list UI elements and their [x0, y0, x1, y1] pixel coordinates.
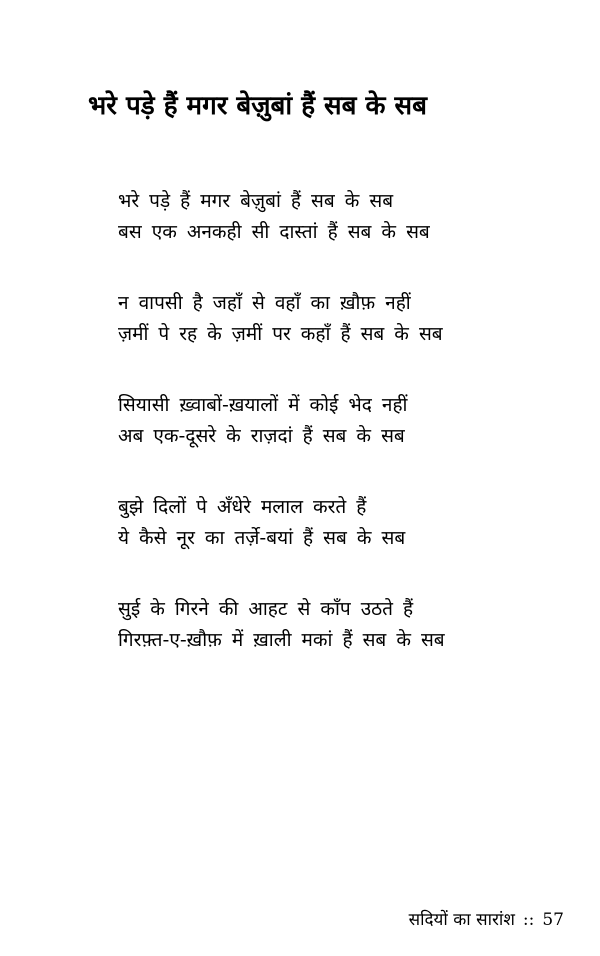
poem-line: अब एक-दूसरे के राज़दां हैं सब के सब [118, 425, 405, 447]
stanza-3 [118, 390, 478, 452]
book-title: सदियों का सारांश [408, 910, 515, 930]
poem-line: बस एक अनकही सी दास्तां हैं सब के सब [118, 221, 430, 243]
poem-line: ज़मीं पे रह के ज़मीं पर कहाँ हैं सब के सब [118, 323, 443, 345]
page-footer [409, 908, 564, 932]
page-number: 57 [542, 910, 564, 930]
poem-line: सियासी ख़्वाबों-ख़यालों में कोई भेद नहीं [118, 394, 408, 416]
footer-separator: :: [522, 910, 535, 930]
stanza-5 [118, 594, 478, 656]
poem-line: भरे पड़े हैं मगर बेज़ुबां हैं सब के सब [118, 190, 394, 212]
poem-title: भरे पड़े हैं मगर बेज़ुबां हैं सब के सब [88, 91, 427, 121]
poem-line: बुझे दिलों पे अँधेरे मलाल करते हैं [118, 496, 367, 518]
stanza-1 [118, 186, 478, 248]
stanza-4 [118, 492, 478, 554]
poem-line: गिरफ़्त-ए-ख़ौफ़ में ख़ाली मकां हैं सब के सब [118, 629, 445, 651]
poem-line: न वापसी है जहाँ से वहाँ का ख़ौफ़ नहीं [118, 292, 411, 314]
poem-line: ये कैसे नूर का तर्ज़े-बयां हैं सब के सब [118, 527, 406, 549]
stanza-2 [118, 288, 478, 350]
poem-line: सुई के गिरने की आहट से काँप उठते हैं [118, 598, 414, 620]
poem-body [118, 186, 478, 696]
